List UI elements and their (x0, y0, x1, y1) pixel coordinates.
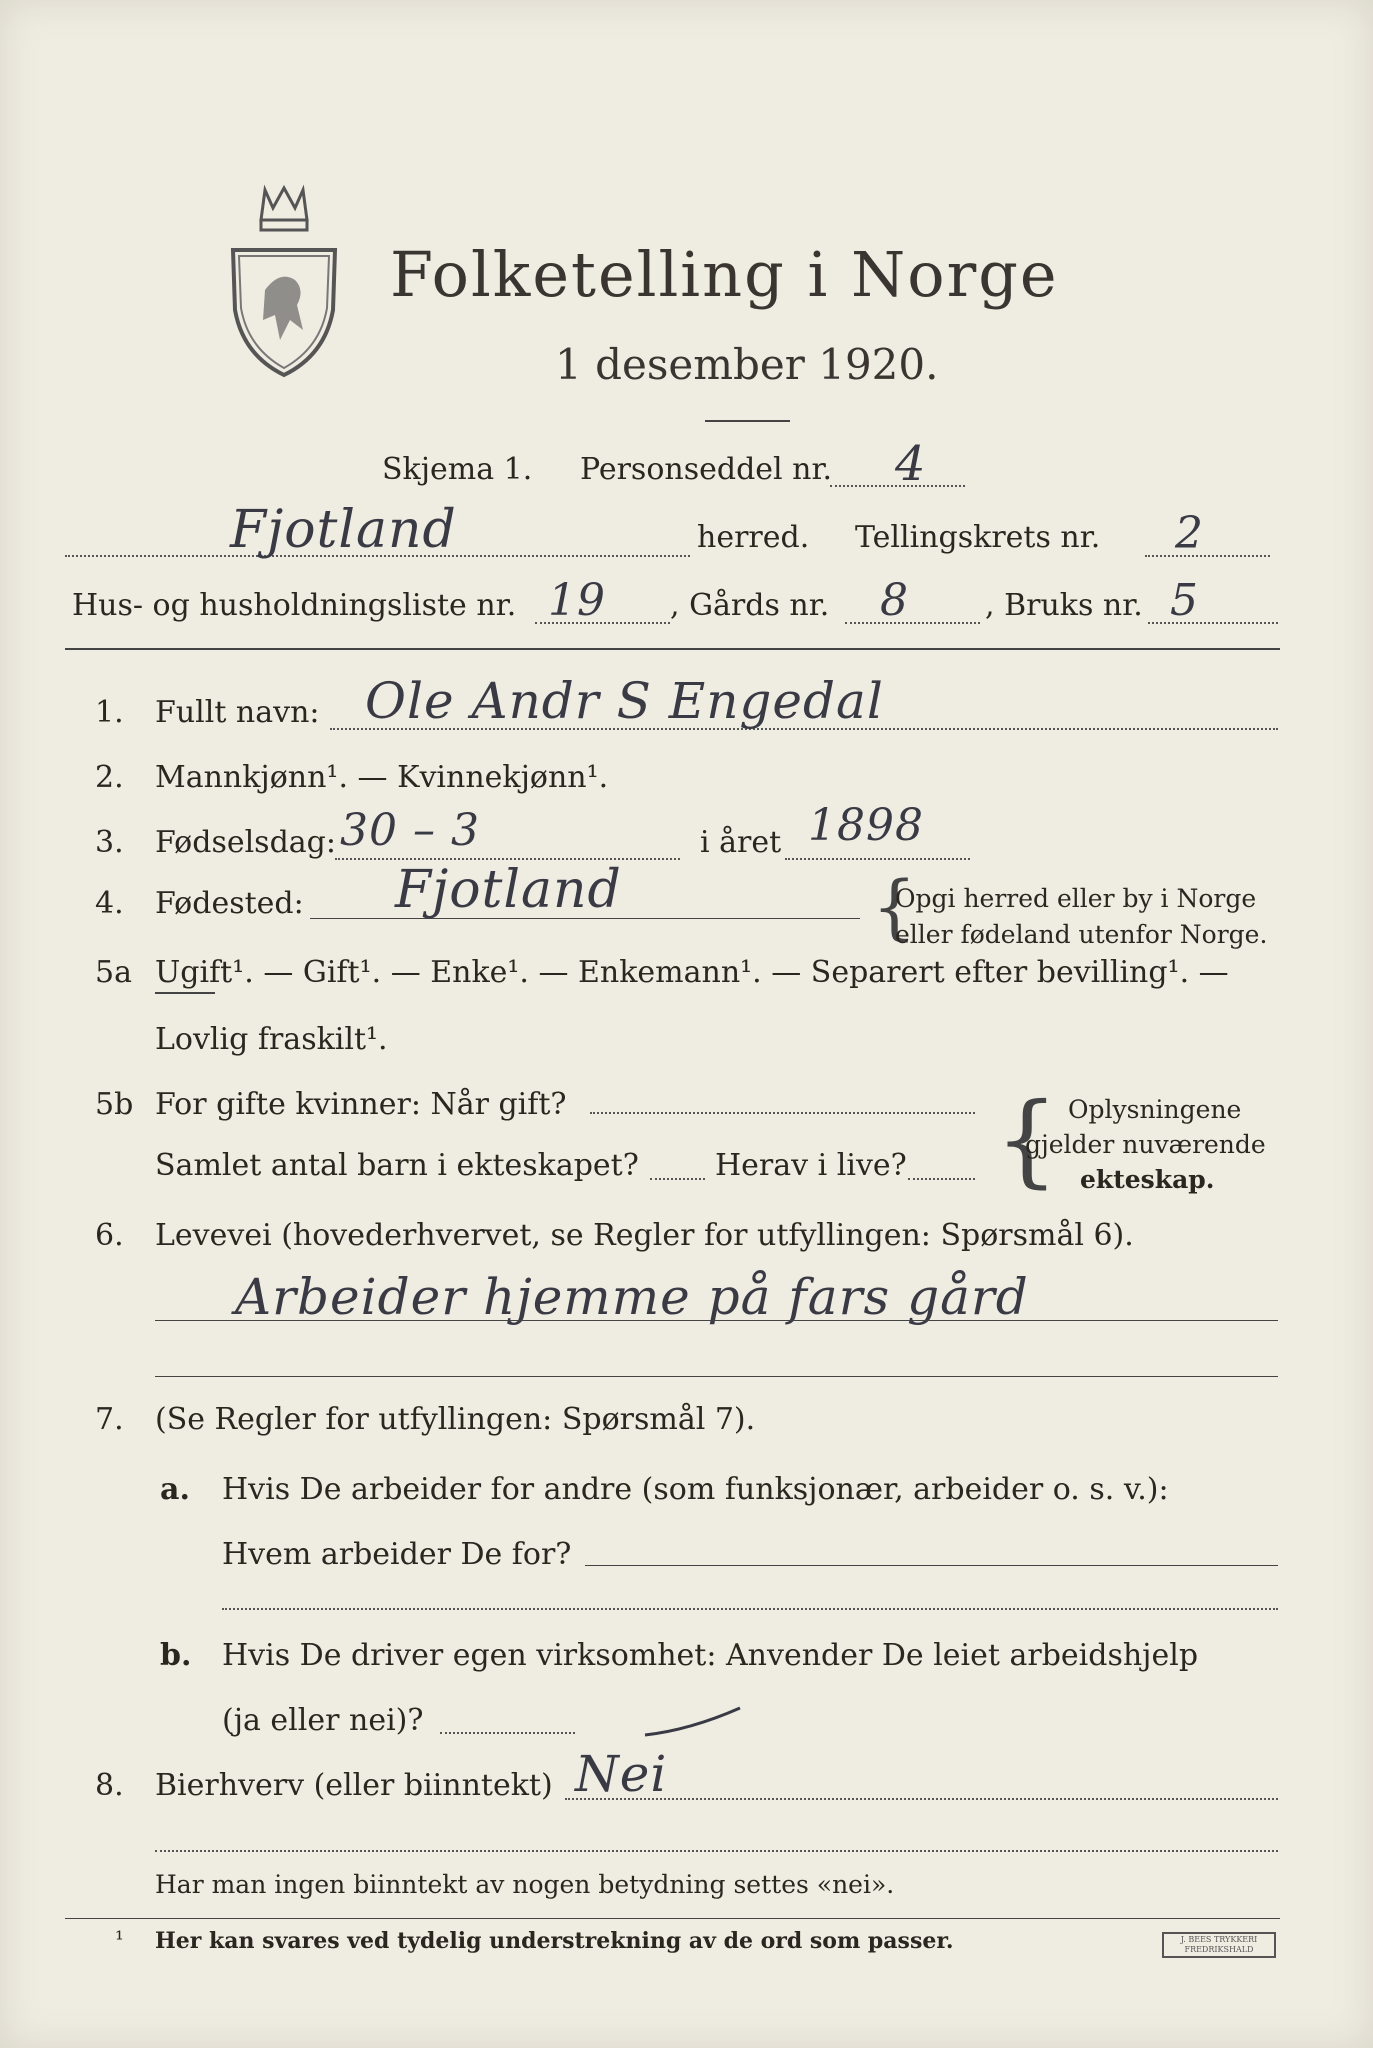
q8-label: Bierhverv (eller biinntekt) (155, 1768, 553, 1803)
q7a-dots (222, 1608, 1278, 1610)
q5a-marital-options: Ugift¹. — Gift¹. — Enke¹. — Enkemann¹. — Separert efter bevilling¹. — (155, 955, 1229, 990)
q5b-note-line1: Oplysningene (1068, 1095, 1242, 1124)
tellingskrets-label: Tellingskrets nr. (855, 520, 1101, 555)
footer-note: Har man ingen biinntekt av nogen betydning settes «nei». (155, 1870, 895, 1899)
herred-value: Fjotland (230, 500, 457, 560)
gards-value: 8 (880, 575, 909, 626)
bruks-dots (1148, 622, 1278, 624)
q3-label: Fødselsdag: (155, 825, 336, 860)
q8-number: 8. (95, 1768, 124, 1803)
q4-number: 4. (95, 886, 124, 921)
q4-label: Fødested: (155, 886, 304, 921)
q5b-alive-dots (908, 1178, 975, 1180)
q2-number: 2. (95, 760, 124, 795)
q7-number: 7. (95, 1402, 124, 1437)
q4-note-line2: eller fødeland utenfor Norge. (895, 920, 1268, 949)
bruks-value: 5 (1170, 575, 1199, 626)
q8-dots-2 (155, 1850, 1278, 1852)
q6-occupation: Arbeider hjemme på fars gård (235, 1268, 1029, 1326)
ugift-underline (155, 992, 215, 994)
herred-label: herred. (697, 520, 810, 555)
q7b-line2: (ja eller nei)? (222, 1703, 424, 1738)
q4-birthplace: Fjotland (395, 860, 622, 920)
footer-divider (65, 1918, 1280, 1919)
q5b-note-line2: gjelder nuværende (1025, 1130, 1266, 1159)
q2-gender: Mannkjønn¹. — Kvinnekjønn¹. (155, 760, 609, 795)
gards-label: , Gårds nr. (670, 588, 830, 623)
form-title: Folketelling i Norge (390, 238, 1059, 311)
q7b-line1: Hvis De driver egen virksomhet: Anvender De leiet arbeidshjelp (222, 1638, 1199, 1673)
q3-birthday: 30 – 3 (340, 805, 480, 856)
q7a-line (585, 1565, 1278, 1566)
schema-label: Skjema 1. (382, 452, 533, 487)
q3-year: 1898 (808, 800, 924, 851)
header-divider (65, 648, 1280, 650)
q5a-number: 5a (95, 955, 132, 990)
q7b-dots (440, 1732, 575, 1734)
gards-dots (845, 622, 980, 624)
q3-year-dots (785, 858, 970, 860)
q7b-letter: b. (160, 1638, 192, 1673)
q5b-married-dots (590, 1112, 975, 1114)
q4-note-line1: Opgi herred eller by i Norge (895, 884, 1257, 913)
q6-line2 (155, 1376, 1278, 1377)
q5b-note-line3: ekteskap. (1080, 1165, 1215, 1194)
printer-stamp-line2: FREDRIKSHALD (1184, 1945, 1254, 1954)
q5b-number: 5b (95, 1087, 134, 1122)
q3-year-label: i året (700, 825, 782, 860)
q7-label: (Se Regler for utfyllingen: Spørsmål 7). (155, 1402, 756, 1437)
tellingskrets-value: 2 (1175, 508, 1204, 559)
q6-line1 (155, 1320, 1278, 1321)
q5b-children-dots (650, 1178, 705, 1180)
q5b-line1: For gifte kvinner: Når gift? (155, 1087, 567, 1122)
q6-label: Levevei (hovederhvervet, se Regler for utfyllingen: Spørsmål 6). (155, 1218, 1134, 1253)
footnote: Her kan svares ved tydelig understrekning av de ord som passer. (155, 1928, 954, 1954)
coat-of-arms-icon (225, 180, 343, 380)
q6-number: 6. (95, 1218, 124, 1253)
bruks-label: , Bruks nr. (985, 588, 1143, 623)
q1-number: 1. (95, 695, 124, 730)
q5b-brace: { (995, 1081, 1059, 1198)
q1-full-name: Ole Andr S Engedal (365, 672, 884, 730)
hus-value: 19 (548, 575, 606, 626)
q8-dots (565, 1798, 1278, 1800)
q1-label: Fullt navn: (155, 695, 320, 730)
q8-side-income: Nei (575, 1745, 668, 1803)
personseddel-value: 4 (895, 436, 927, 492)
printer-stamp-line1: J. BEES TRYKKERI (1180, 1935, 1258, 1944)
q3-number: 3. (95, 825, 124, 860)
q5b-line2b: Herav i live? (715, 1148, 907, 1183)
personseddel-label: Personseddel nr. (580, 452, 833, 487)
q4-brace: { (872, 866, 917, 948)
footnote-mark: ¹ (115, 1928, 124, 1953)
tellingskrets-dots (1145, 555, 1270, 557)
hus-label: Hus- og husholdningsliste nr. (72, 588, 517, 623)
printer-stamp (1162, 1932, 1276, 1958)
q5a-marital-options-2: Lovlig fraskilt¹. (155, 1022, 388, 1057)
title-divider (705, 420, 790, 422)
q7a-letter: a. (160, 1472, 190, 1507)
q7a-line2: Hvem arbeider De for? (222, 1537, 572, 1572)
q7a-line1: Hvis De arbeider for andre (som funksjonær, arbeider o. s. v.): (222, 1472, 1169, 1507)
census-date: 1 desember 1920. (555, 340, 939, 389)
q7b-pen-mark (640, 1700, 750, 1740)
q5b-line2: Samlet antal barn i ekteskapet? (155, 1148, 639, 1183)
